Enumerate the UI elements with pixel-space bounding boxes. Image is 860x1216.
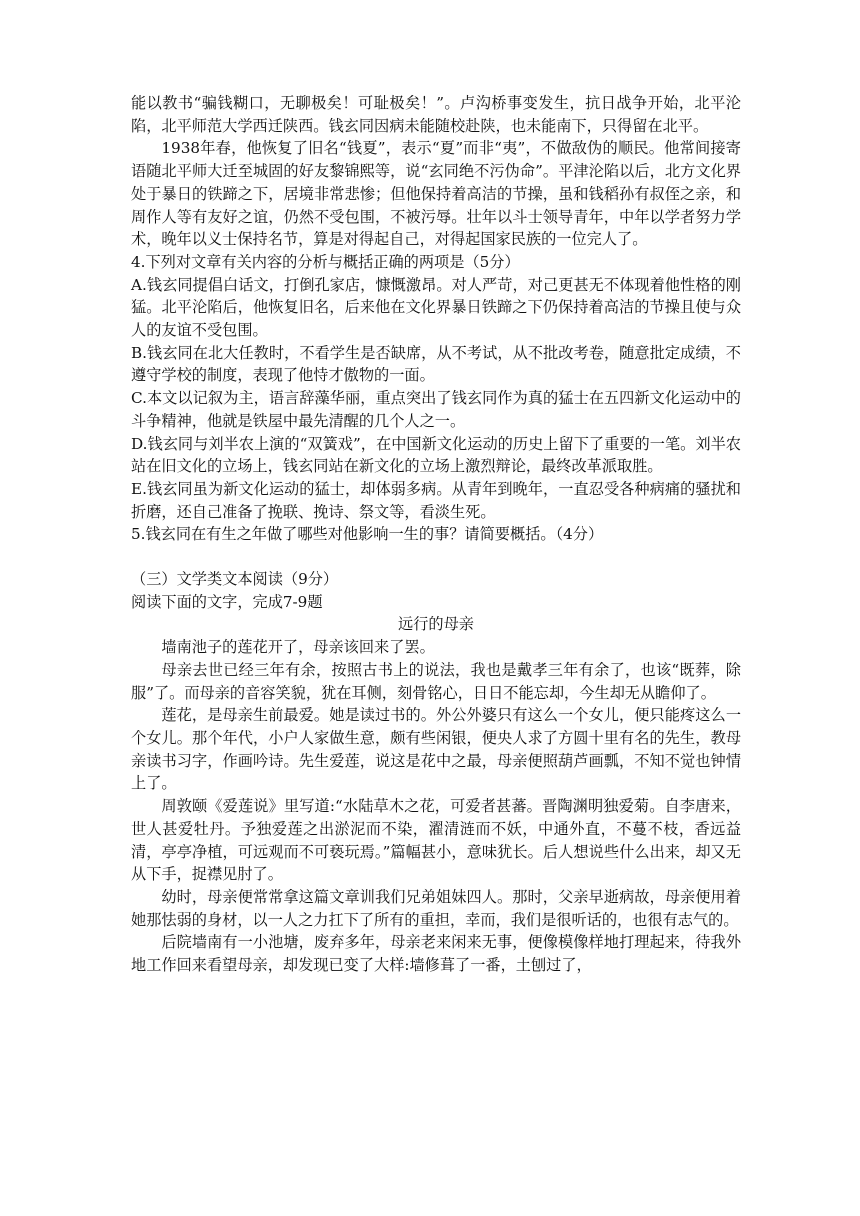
story-paragraph-6: 后院墙南有一小池塘，废弃多年，母亲老来闲来无事，便像模像样地打理起来，待我外地工作回来看望母亲，却发现已变了大样:墙修葺了一番，土刨过了， — [131, 933, 741, 975]
story-title: 远行的母亲 — [398, 615, 474, 634]
option-b: B.钱玄同在北大任教时，不看学生是否缺席，从不考试，从不批改考卷，随意批定成绩，不遵守学校的制度，表现了他恃才傲物的一面。 — [131, 343, 741, 385]
question-4: 4.下列对文章有关内容的分析与概括正确的两项是（5分） — [131, 252, 520, 271]
option-c: C.本文以记叙为主，语言辞藻华丽，重点突出了钱玄同作为真的猛士在五四新文化运动中的斗争精神，他就是铁屋中最先清醒的几个人之一。 — [131, 389, 741, 430]
story-paragraph-3: 莲花，是母亲生前最爱。她是读过书的。外公外婆只有这么一个女儿，便只能疼这么一个女儿。那个年代，小户人家做生意，颇有些闲银，便央人求了方圆十里有名的先生，教母亲读书习字，作画吟诗。先生爱莲，说这是花中之最，母亲便照葫芦画瓢，不知不觉也钟情上了。 — [131, 706, 741, 793]
option-d: D.钱玄同与刘半农上演的“双簧戏”，在中国新文化运动的历史上留下了重要的一笔。刘半农站在旧文化的立场上，钱玄同站在新文化的立场上激烈辩论，最终改革派取胜。 — [131, 434, 741, 476]
section-spacer — [131, 546, 741, 568]
paragraph-1938: 1938年春，他恢复了旧名“钱夏”，表示“夏”而非“夷”，不做敌伪的顺民。他常间接寄语随北平师大迁至城固的好友黎锦熙等，说“玄同绝不污伪命”。平津沦陷以后，北方文化界处于暴日的铁蹄之下，居境非常悲惨；但他保持着高洁的节操，虽和钱稻孙有叔侄之亲，和周作人等有友好之谊，仍然不受包围，不被污辱。壮年以斗士领导青年，中年以学者努力学术，晚年以义士保持名节，算是对得起自己，对得起国家民族的一位完人了。 — [131, 139, 741, 249]
section-heading: （三）文学类文本阅读（9分） — [131, 570, 339, 589]
option-a: A.钱玄同提倡白话文，打倒孔家店，慷慨激昂。对人严苛，对己更甚无不体现着他性格的刚猛。北平沦陷后，他恢复旧名，后来他在文化界暴日铁蹄之下仍保持着高洁的节操且使与众人的友谊不受包围。 — [131, 275, 741, 340]
reading-instruction: 阅读下面的文字，完成7-9题 — [131, 592, 323, 611]
story-paragraph-1: 墙南池子的莲花开了，母亲该回来了罢。 — [161, 638, 435, 657]
paragraph-continuation: 能以教书“骗钱糊口，无聊极矣！可耻极矣！”。卢沟桥事变发生，抗日战争开始，北平沦陷，北平师范大学西迁陕西。钱玄同因病未能随校赴陕，也未能南下，只得留在北平。 — [131, 94, 741, 135]
story-paragraph-4: 周敦颐《爱莲说》里写道:“水陆草木之花，可爱者甚蕃。晋陶渊明独爱菊。自李唐来，世人甚爱牡丹。予独爱莲之出淤泥而不染，濯清涟而不妖，中通外直，不蔓不枝，香远益清，亭亭净植，可远观而不可亵玩焉。”篇幅甚小，意味犹长。后人想说些什么出来，却又无从下手，捉襟见肘了。 — [131, 797, 741, 884]
document-page — [131, 92, 741, 977]
option-e: E.钱玄同虽为新文化运动的猛士，却体弱多病。从青年到晚年，一直忍受各种病痛的骚扰和折磨，还自己准备了挽联、挽诗、祭文等，看淡生死。 — [131, 479, 741, 521]
story-paragraph-5: 幼时，母亲便常常拿这篇文章训我们兄弟姐妹四人。那时，父亲早逝病故，母亲便用着她那怯弱的身材，以一人之力扛下了所有的重担，幸而，我们是很听话的，也很有志气的。 — [131, 887, 741, 929]
question-5: 5.钱玄同在有生之年做了哪些对他影响一生的事？请简要概括。（4分） — [131, 525, 604, 544]
story-paragraph-2: 母亲去世已经三年有余，按照古书上的说法，我也是戴孝三年有余了，也该“既葬，除服”了。而母亲的音容笑貌，犹在耳侧，刻骨铭心，日日不能忘却，今生却无从瞻仰了。 — [131, 660, 741, 702]
